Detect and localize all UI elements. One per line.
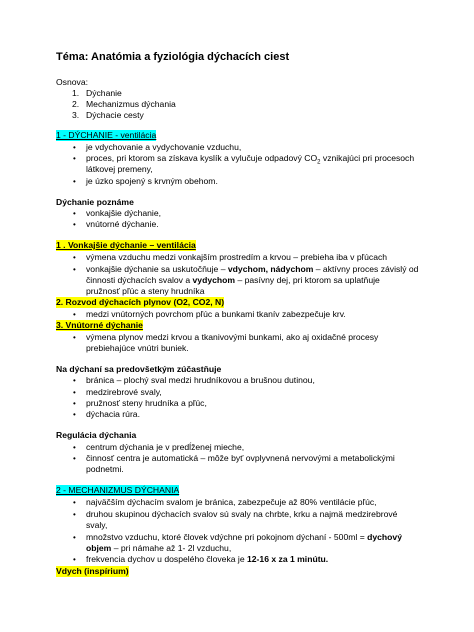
mech-bullet-2: druhou skupinou dýchacích svalov sú svaly na chrbte, krku a najmä medzirebrové: [86, 509, 398, 519]
kinds-bullet-2: vnútorné dýchanie.: [86, 219, 159, 229]
external-breathing-heading: 1 . Vonkajšie dýchanie – ventilácia: [56, 240, 196, 250]
document-title: Téma: Anatómia a fyziológia dýchacích ciest: [56, 51, 290, 63]
bullet-icon: •: [73, 333, 76, 342]
participants-item-3: pružnosť steny hrudníka a pľúc,: [86, 398, 207, 408]
mech-bullet-4: frekvencia dychov u dospelého človeka je 12-16 x za 1 minútu.: [86, 554, 329, 564]
bullet-icon: •: [73, 443, 76, 452]
participants-item-2: medzirebrové svaly,: [86, 387, 162, 397]
ext-bullet-2-cont: činnosti dýchacích svalov a vydychom – pasívny dej, pri ktorom sa uplatňuje: [86, 275, 380, 285]
participants-item-1: bránica – plochý sval medzi hrudníkovou a brušnou dutinou,: [86, 375, 315, 385]
s1-bullet-2-cont: látkovej premeny,: [86, 164, 153, 174]
kinds-heading: Dýchanie poznáme: [56, 197, 134, 207]
section-1-heading: 1 - DÝCHANIE - ventilácia: [56, 130, 157, 140]
participants-heading: Na dýchaní sa predovšetkým zúčastňuje: [56, 364, 222, 374]
internal-breathing-heading: 3. Vnútorné dýchanie: [56, 320, 143, 330]
mechanism-heading: 2 - MECHANIZMUS DÝCHANIA: [56, 485, 180, 495]
bullet-icon: •: [73, 177, 76, 186]
bullet-icon: •: [73, 143, 76, 152]
bullet-icon: •: [73, 510, 76, 519]
bullet-icon: •: [73, 533, 76, 542]
gas-bullet-1: medzi vnútorných povrchom pľúc a bunkami tkanív zabezpečuje krv.: [86, 309, 346, 319]
s1-bullet-3: je úzko spojený s krvným obehom.: [86, 176, 218, 186]
bullet-icon: •: [73, 209, 76, 218]
bullet-icon: •: [73, 310, 76, 319]
bullet-icon: •: [73, 253, 76, 262]
bullet-icon: •: [73, 154, 76, 163]
s1-bullet-2: proces, pri ktorom sa získava kyslík a vylučuje odpadový $CO_2$ vznikajúci pri procesoch: [86, 153, 415, 166]
bullet-icon: •: [73, 555, 76, 564]
s1-bullet-1: je vdychovanie a vydychovanie vzduchu,: [86, 142, 242, 152]
regulation-heading: Regulácia dýchania: [56, 430, 137, 440]
gas-distribution-heading: 2. Rozvod dýchacích plynov (O2, CO2, N): [56, 297, 225, 307]
outline-number-1: 1.: [72, 88, 80, 98]
participants-item-4: dýchacia rúra.: [86, 409, 140, 419]
reg-bullet-2: činnosť centra je automatická – môže byť ovplyvnená nervovými a metabolickými: [86, 453, 395, 463]
bullet-icon: •: [73, 388, 76, 397]
outline-item-2: Mechanizmus dýchania: [86, 99, 176, 109]
bullet-icon: •: [73, 220, 76, 229]
mech-bullet-2-cont: svaly,: [86, 520, 108, 530]
outline-number-2: 2.: [72, 99, 80, 109]
mech-bullet-3: množstvo vzduchu, ktoré človek vdýchne pri pokojnom dýchaní - 500ml = dychový: [86, 532, 402, 542]
inner-bullet-1-cont: prebiehajúce vnútri buniek.: [86, 343, 189, 353]
reg-bullet-2-cont: podnetmi.: [86, 464, 124, 474]
inner-bullet-1: výmena plynov medzi krvou a tkanivovými bunkami, ako aj oxidačné procesy: [86, 332, 379, 342]
outline-item-3: Dýchacie cesty: [86, 110, 144, 120]
mech-bullet-3-cont: objem – pri námahe až 1- 2l vzduchu,: [86, 543, 232, 553]
bullet-icon: •: [73, 454, 76, 463]
kinds-bullet-1: vonkajšie dýchanie,: [86, 208, 162, 218]
outline-heading: Osnova:: [56, 77, 89, 87]
ext-bullet-1: výmena vzduchu medzi vonkajším prostredím a krvou – prebieha iba v pľúcach: [86, 252, 388, 262]
outline-item-1: Dýchanie: [86, 88, 122, 98]
bullet-icon: •: [73, 410, 76, 419]
inspiration-heading: Vdych (inspírium): [56, 566, 129, 576]
bullet-icon: •: [73, 399, 76, 408]
outline-number-3: 3.: [72, 110, 80, 120]
ext-bullet-2: vonkajšie dýchanie sa uskutočňuje – vdychom, nádychom – aktívny proces závislý od: [86, 264, 419, 274]
bullet-icon: •: [73, 498, 76, 507]
ext-bullet-2-cont2: pružnosť pľúc a steny hrudníka: [86, 286, 205, 296]
mech-bullet-1: najväčším dýchacím svalom je bránica, zabezpečuje až 80% ventilácie pľúc,: [86, 497, 377, 507]
reg-bullet-1: centrum dýchania je v predĺženej mieche,: [86, 442, 245, 452]
bullet-icon: •: [73, 265, 76, 274]
bullet-icon: •: [73, 376, 76, 385]
